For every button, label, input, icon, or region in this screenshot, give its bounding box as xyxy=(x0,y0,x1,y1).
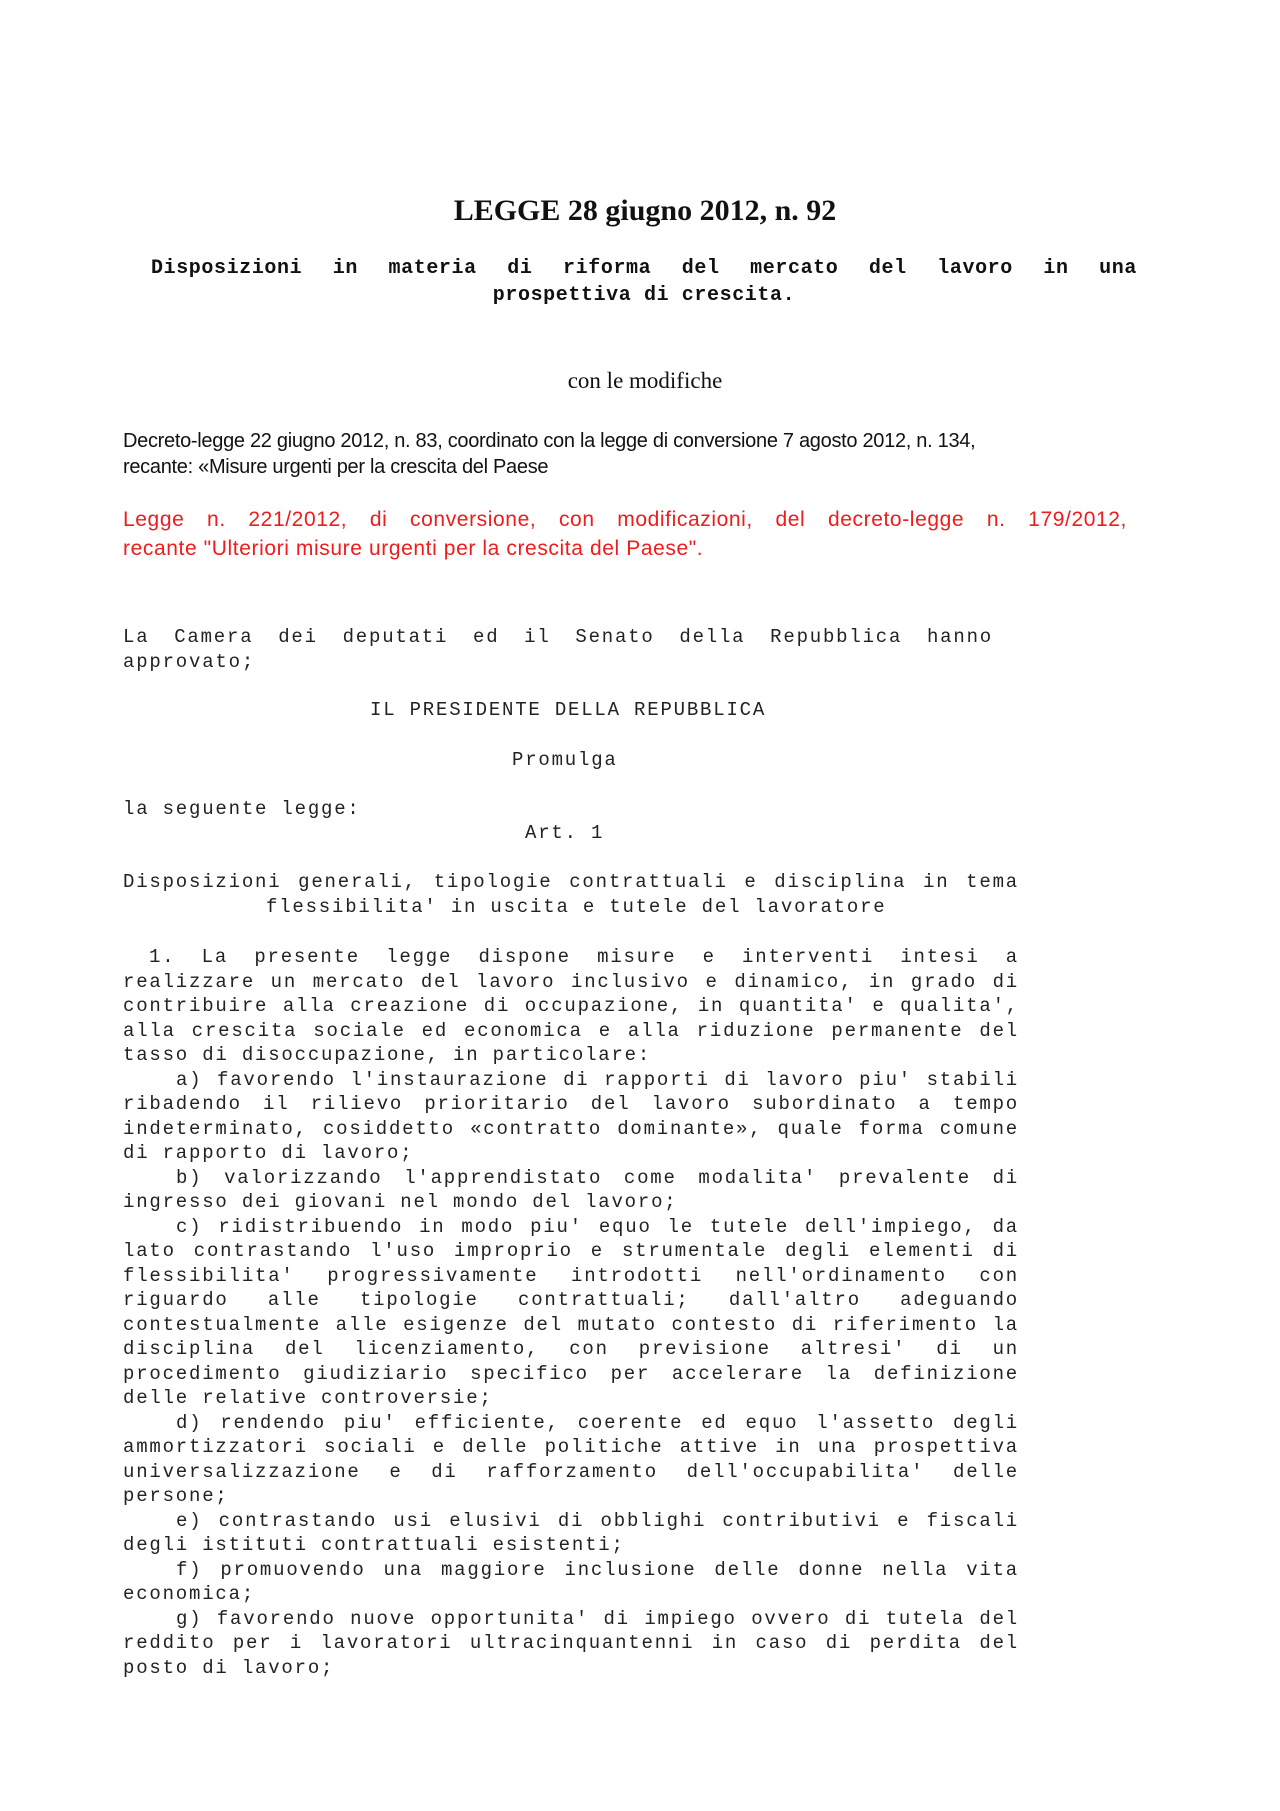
body-line: degli istituti contrattuali esistenti; xyxy=(123,1534,625,1556)
preamble-line: La Camera dei deputati ed il Senato della Repubblica hanno xyxy=(123,626,993,648)
article-heading-line: flessibilita' in uscita e tutele del lavoratore xyxy=(266,895,887,918)
body-line: ingresso dei giovani nel mondo del lavoro; xyxy=(123,1191,678,1213)
body-line: 1. La presente legge dispone misure e interventi intesi a xyxy=(149,946,1019,968)
subtitle-line: Disposizioni in materia di riforma del mercato del lavoro in una xyxy=(151,257,1137,280)
body-line: c) ridistribuendo in modo piu' equo le tutele dell'impiego, da xyxy=(176,1215,1019,1238)
amendment-line: recante "Ulteriori misure urgenti per la crescita del Paese". xyxy=(123,537,704,560)
article-body xyxy=(123,945,1019,1680)
decree-note xyxy=(123,428,975,480)
article-text: Art. 1 xyxy=(525,822,605,844)
law-title: LEGGE 28 giugno 2012, n. 92 xyxy=(453,194,837,227)
body-line: realizzare un mercato del lavoro inclusivo e dinamico, in grado di xyxy=(123,970,1019,993)
body-line: economica; xyxy=(123,1583,256,1605)
body-line: procedimento giudiziario specifico per accelerare la definizione xyxy=(123,1362,1019,1385)
promulga-line xyxy=(123,748,1019,773)
body-line: alla crescita sociale ed economica e alla riduzione permanente del xyxy=(123,1019,1019,1042)
body-line: d) rendendo piu' efficiente, coerente ed equo l'assetto degli xyxy=(176,1411,1019,1434)
president-line xyxy=(123,698,1019,723)
body-line: lato contrastando l'uso improprio e strumentale degli elementi di xyxy=(123,1240,1019,1262)
article-number xyxy=(123,821,1019,846)
promulga-text: Promulga xyxy=(512,749,618,771)
body-line: ammortizzatori sociali e delle politiche attive in una prospettiva xyxy=(123,1436,1019,1458)
article-heading-line: Disposizioni generali, tipologie contrattuali e disciplina in tema xyxy=(123,871,1019,893)
body-line: delle relative controversie; xyxy=(123,1387,493,1409)
body-line: b) valorizzando l'apprendistato come modalita' prevalente di xyxy=(176,1166,1019,1189)
seguente-text: la seguente legge: xyxy=(123,798,361,820)
amendment-line: Legge n. 221/2012, di conversione, con modificazioni, del decreto-legge n. 179/2012, xyxy=(123,508,1127,531)
body-line: posto di lavoro; xyxy=(123,1656,335,1679)
body-line: flessibilita' progressivamente introdotti nell'ordinamento con xyxy=(123,1264,1019,1287)
body-line: contestualmente alle esigenze del mutato contesto di riferimento la xyxy=(123,1313,1019,1336)
decree-line: recante: «Misure urgenti per la crescita del Paese xyxy=(123,456,549,478)
body-line: universalizzazione e di rafforzamento dell'occupabilita' delle xyxy=(123,1460,1019,1483)
amendment-note xyxy=(123,505,1127,563)
body-line: riguardo alle tipologie contrattuali; dall'altro adeguando xyxy=(123,1289,1019,1311)
body-line: di rapporto di lavoro; xyxy=(123,1142,414,1164)
body-line: persone; xyxy=(123,1485,229,1507)
body-line: g) favorendo nuove opportunita' di impiego ovvero di tutela del xyxy=(176,1607,1019,1630)
article-heading xyxy=(123,870,1019,919)
body-line: f) promuovendo una maggiore inclusione delle donne nella vita xyxy=(176,1558,1019,1581)
preamble-line: approvato; xyxy=(123,650,256,673)
body-line: disciplina del licenziamento, con previsione altresi' di un xyxy=(123,1338,1019,1360)
decree-line: Decreto-legge 22 giugno 2012, n. 83, coordinato con la legge di conversione 7 agosto 2012, n. 134, xyxy=(123,430,976,452)
modifications-heading: con le modifiche xyxy=(567,368,723,393)
body-line: ribadendo il rilievo prioritario del lavoro subordinato a tempo xyxy=(123,1093,1019,1115)
body-line: a) favorendo l'instaurazione di rapporti di lavoro piu' stabili xyxy=(176,1068,1019,1091)
law-subtitle xyxy=(151,255,1137,309)
subtitle-line: prospettiva di crescita. xyxy=(492,284,796,307)
president-text: IL PRESIDENTE DELLA REPUBBLICA xyxy=(370,699,767,721)
body-line: reddito per i lavoratori ultracinquantenni in caso di perdita del xyxy=(123,1632,1019,1654)
body-line: contribuire alla creazione di occupazione, in quantita' e qualita', xyxy=(123,995,1019,1017)
body-line: tasso di disoccupazione, in particolare: xyxy=(123,1044,652,1066)
seguente-line xyxy=(123,797,1019,822)
preamble xyxy=(123,625,993,674)
body-line: e) contrastando usi elusivi di obblighi contributivi e fiscali xyxy=(176,1509,1019,1532)
body-line: indeterminato, cosiddetto «contratto dominante», quale forma comune xyxy=(123,1117,1019,1140)
